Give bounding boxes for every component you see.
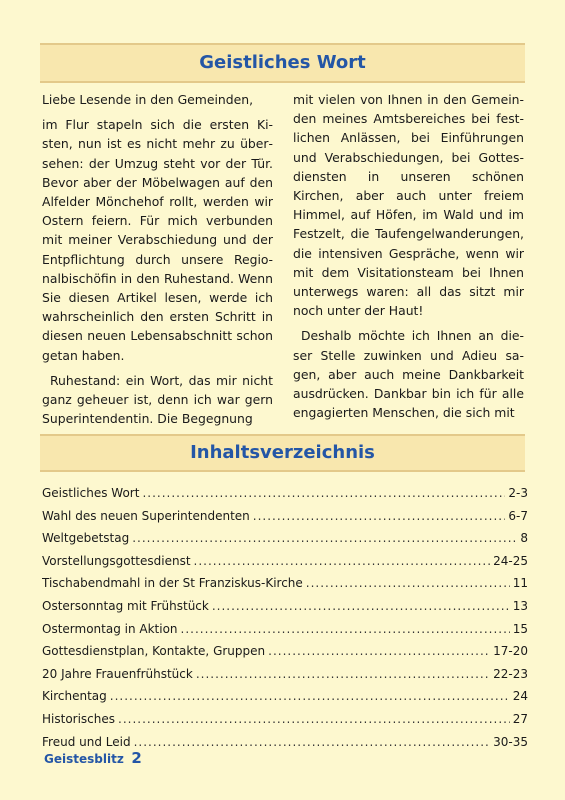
toc-leader-dots <box>142 482 505 505</box>
toc-entry-title: Weltgebetstag <box>42 531 130 546</box>
toc-leader-dots <box>118 708 510 731</box>
section-heading: Inhaltsverzeichnis <box>190 442 375 463</box>
toc-leader-dots <box>110 685 510 708</box>
toc-entry-page: 24-25 <box>493 553 528 568</box>
toc-leader-dots <box>196 663 490 686</box>
section-banner-inhaltsverzeichnis <box>40 434 525 472</box>
toc-entry-page: 30-35 <box>493 734 528 749</box>
toc-leader-dots <box>306 572 510 595</box>
toc-leader-dots <box>134 731 491 754</box>
toc-entry-title: Wahl des neuen Superintendenten <box>42 508 250 523</box>
section-heading: Geistliches Wort <box>199 52 366 73</box>
toc-leader-dots <box>212 595 510 618</box>
toc-entry-title: Freud und Leid <box>42 734 131 749</box>
section-banner-geistliches-wort <box>40 43 525 83</box>
toc-entry-title: Ostermontag in Aktion <box>42 621 178 636</box>
toc-entry-page: 13 <box>512 598 528 613</box>
toc-entry-page: 17-20 <box>493 644 528 659</box>
page-number: 2 <box>131 749 142 767</box>
article-paragraph: im Flur stapeln sich die ersten Kisten, nun ist es nicht mehr zu übersehen: der Umzug steht vor der Tür. Bevor aber der Möbelwagen auf den Alfelder Mönchehof rollt, werden wir Ostern feiern. Für mich verbunden mit meiner Verabschiedung und der Entpflichtung durch unsere Regionalbischöfin in den Ruhestand. Wenn Sie diesen Artikel lesen, werde ich wahrscheinlich den ersten Schritt in diesen neuen Lebensabschnitt schon getan haben. <box>42 117 273 363</box>
toc-leader-dots <box>132 527 517 550</box>
table-of-contents <box>42 482 528 753</box>
toc-entry-title: Historisches <box>42 711 116 726</box>
toc-leader-dots <box>253 505 506 528</box>
toc-entry-page: 11 <box>512 576 528 591</box>
toc-entry-title: 20 Jahre Frauenfrühstück <box>42 666 193 681</box>
toc-entry-page: 24 <box>512 689 528 704</box>
toc-entry-page: 27 <box>512 711 528 726</box>
toc-leader-dots <box>194 550 491 573</box>
toc-entry-title: Kirchentag <box>42 689 107 704</box>
toc-entry <box>42 618 528 641</box>
article-paragraph: Liebe Lesende in den Gemeinden, <box>42 92 254 107</box>
toc-entry <box>42 572 528 595</box>
toc-entry <box>42 482 528 505</box>
toc-entry <box>42 708 528 731</box>
article-left-column <box>42 90 273 434</box>
toc-entry-page: 2-3 <box>508 486 528 500</box>
toc-entry-title: Gottesdienstplan, Kontakte, Gruppen <box>42 644 266 659</box>
toc-entry-title: Geistliches Wort <box>42 486 140 500</box>
toc-entry <box>42 505 528 528</box>
toc-entry <box>42 527 528 550</box>
toc-entry-page: 8 <box>520 531 528 546</box>
publication-name: Geistesblitz <box>44 752 124 766</box>
toc-entry <box>42 640 528 663</box>
toc-entry <box>42 550 528 573</box>
toc-entry-title: Tischabendmahl in der St Franziskus-Kirche <box>42 576 303 591</box>
toc-leader-dots <box>268 640 490 663</box>
toc-entry <box>42 595 528 618</box>
article-paragraph: Deshalb möchte ich Ihnen an dieser Stelle zuwinken und Adieu sagen, aber auch meine Dankbarkeit ausdrücken. Dankbar bin ich für alle engagierten Menschen, die sich mit <box>293 328 524 421</box>
page-footer <box>44 748 142 767</box>
article-right-column <box>293 90 524 428</box>
toc-entry-title: Ostersonntag mit Frühstück <box>42 598 209 613</box>
toc-entry <box>42 663 528 686</box>
toc-entry-page: 22-23 <box>493 666 528 681</box>
toc-entry-page: 15 <box>512 621 528 636</box>
toc-entry-page: 6-7 <box>508 508 528 523</box>
article-paragraph: Ruhestand: ein Wort, das mir nicht ganz geheuer ist, denn ich war gern Superintendentin. Die Begegnung <box>42 372 273 427</box>
article-paragraph: mit vielen von Ihnen in den Gemeinden meines Amtsbereiches bei festlichen Anlässen, bei Einführungen und Verabschiedungen, bei Gottesdiensten in unseren schönen Kirchen, aber auch unter freiem Himmel, auf Höfen, im Wald und im Festzelt, die Taufengelwanderungen, die intensiven Gespräche, wenn wir mit dem Visitationsteam bei Ihnen unterwegs waren: all das sitzt mir noch unter der Haut! <box>293 92 524 319</box>
toc-entry-title: Vorstellungsgottesdienst <box>42 553 191 568</box>
toc-entry <box>42 685 528 708</box>
toc-leader-dots <box>181 618 510 641</box>
